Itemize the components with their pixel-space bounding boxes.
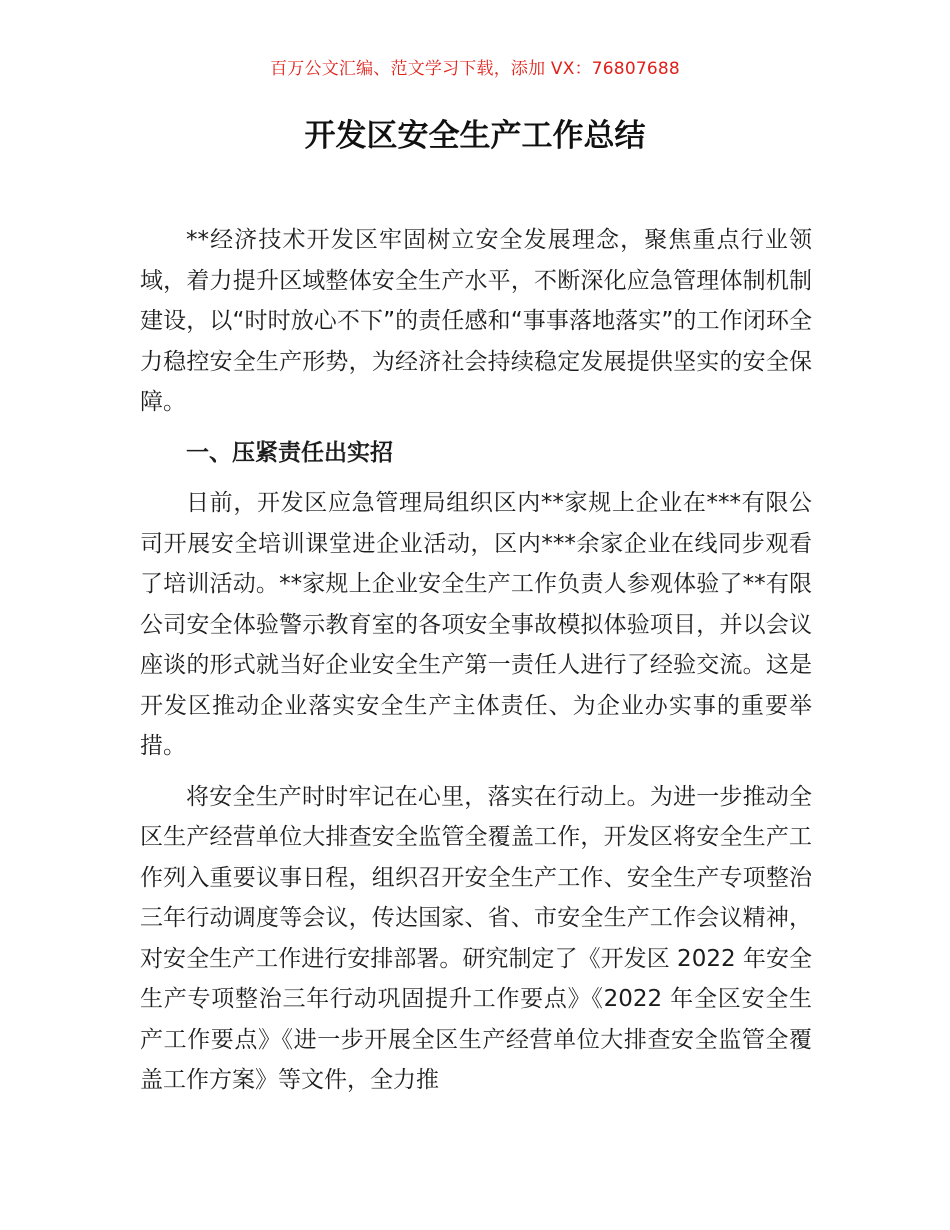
body-paragraph: 将安全生产时时牢记在心里，落实在行动上。为进一步推动全区生产经营单位大排查安全监管全覆盖工作，开发区将安全生产工作列入重要议事日程，组织召开安全生产工作、安全生产专项整治三年行动调度等会议，传达国家、省、市安全生产工作会议精神，对安全生产工作进行安排部署。研究制定了《开发区 2022 年安全生产专项整治三年行动巩固提升工作要点》《2022 年全区安全生产工作要点》《进一步开展全区生产经营单位大排查安全监管全覆盖工作方案》等文件，全力推 (140, 783, 812, 1093)
intro-paragraph: **经济技术开发区牢固树立安全发展理念，聚焦重点行业领域，着力提升区域整体安全生产水平，不断深化应急管理体制机制建设，以“时时放心不下”的责任感和“事事落地落实”的工作闭环全力稳控安全生产形势，为经济社会持续稳定发展提供坚实的安全保障。 (140, 227, 812, 415)
watermark-banner: 百万公文汇编、范文学习下载，添加 VX：76807688 (270, 59, 680, 79)
page-title: 开发区安全生产工作总结 (304, 118, 646, 154)
document-body (140, 220, 812, 1111)
body-paragraph: 日前，开发区应急管理局组织区内**家规上企业在***有限公司开展安全培训课堂进企业活动，区内***余家企业在线同步观看了培训活动。**家规上企业安全生产工作负责人参观体验了**有限公司安全体验警示教育室的各项安全事故模拟体验项目，并以会议座谈的形式就当好企业安全生产第一责任人进行了经验交流。这是开发区推动企业落实安全生产主体责任、为企业办实事的重要举措。 (140, 490, 812, 759)
section-heading: 一、压紧责任出实招 (186, 439, 393, 466)
